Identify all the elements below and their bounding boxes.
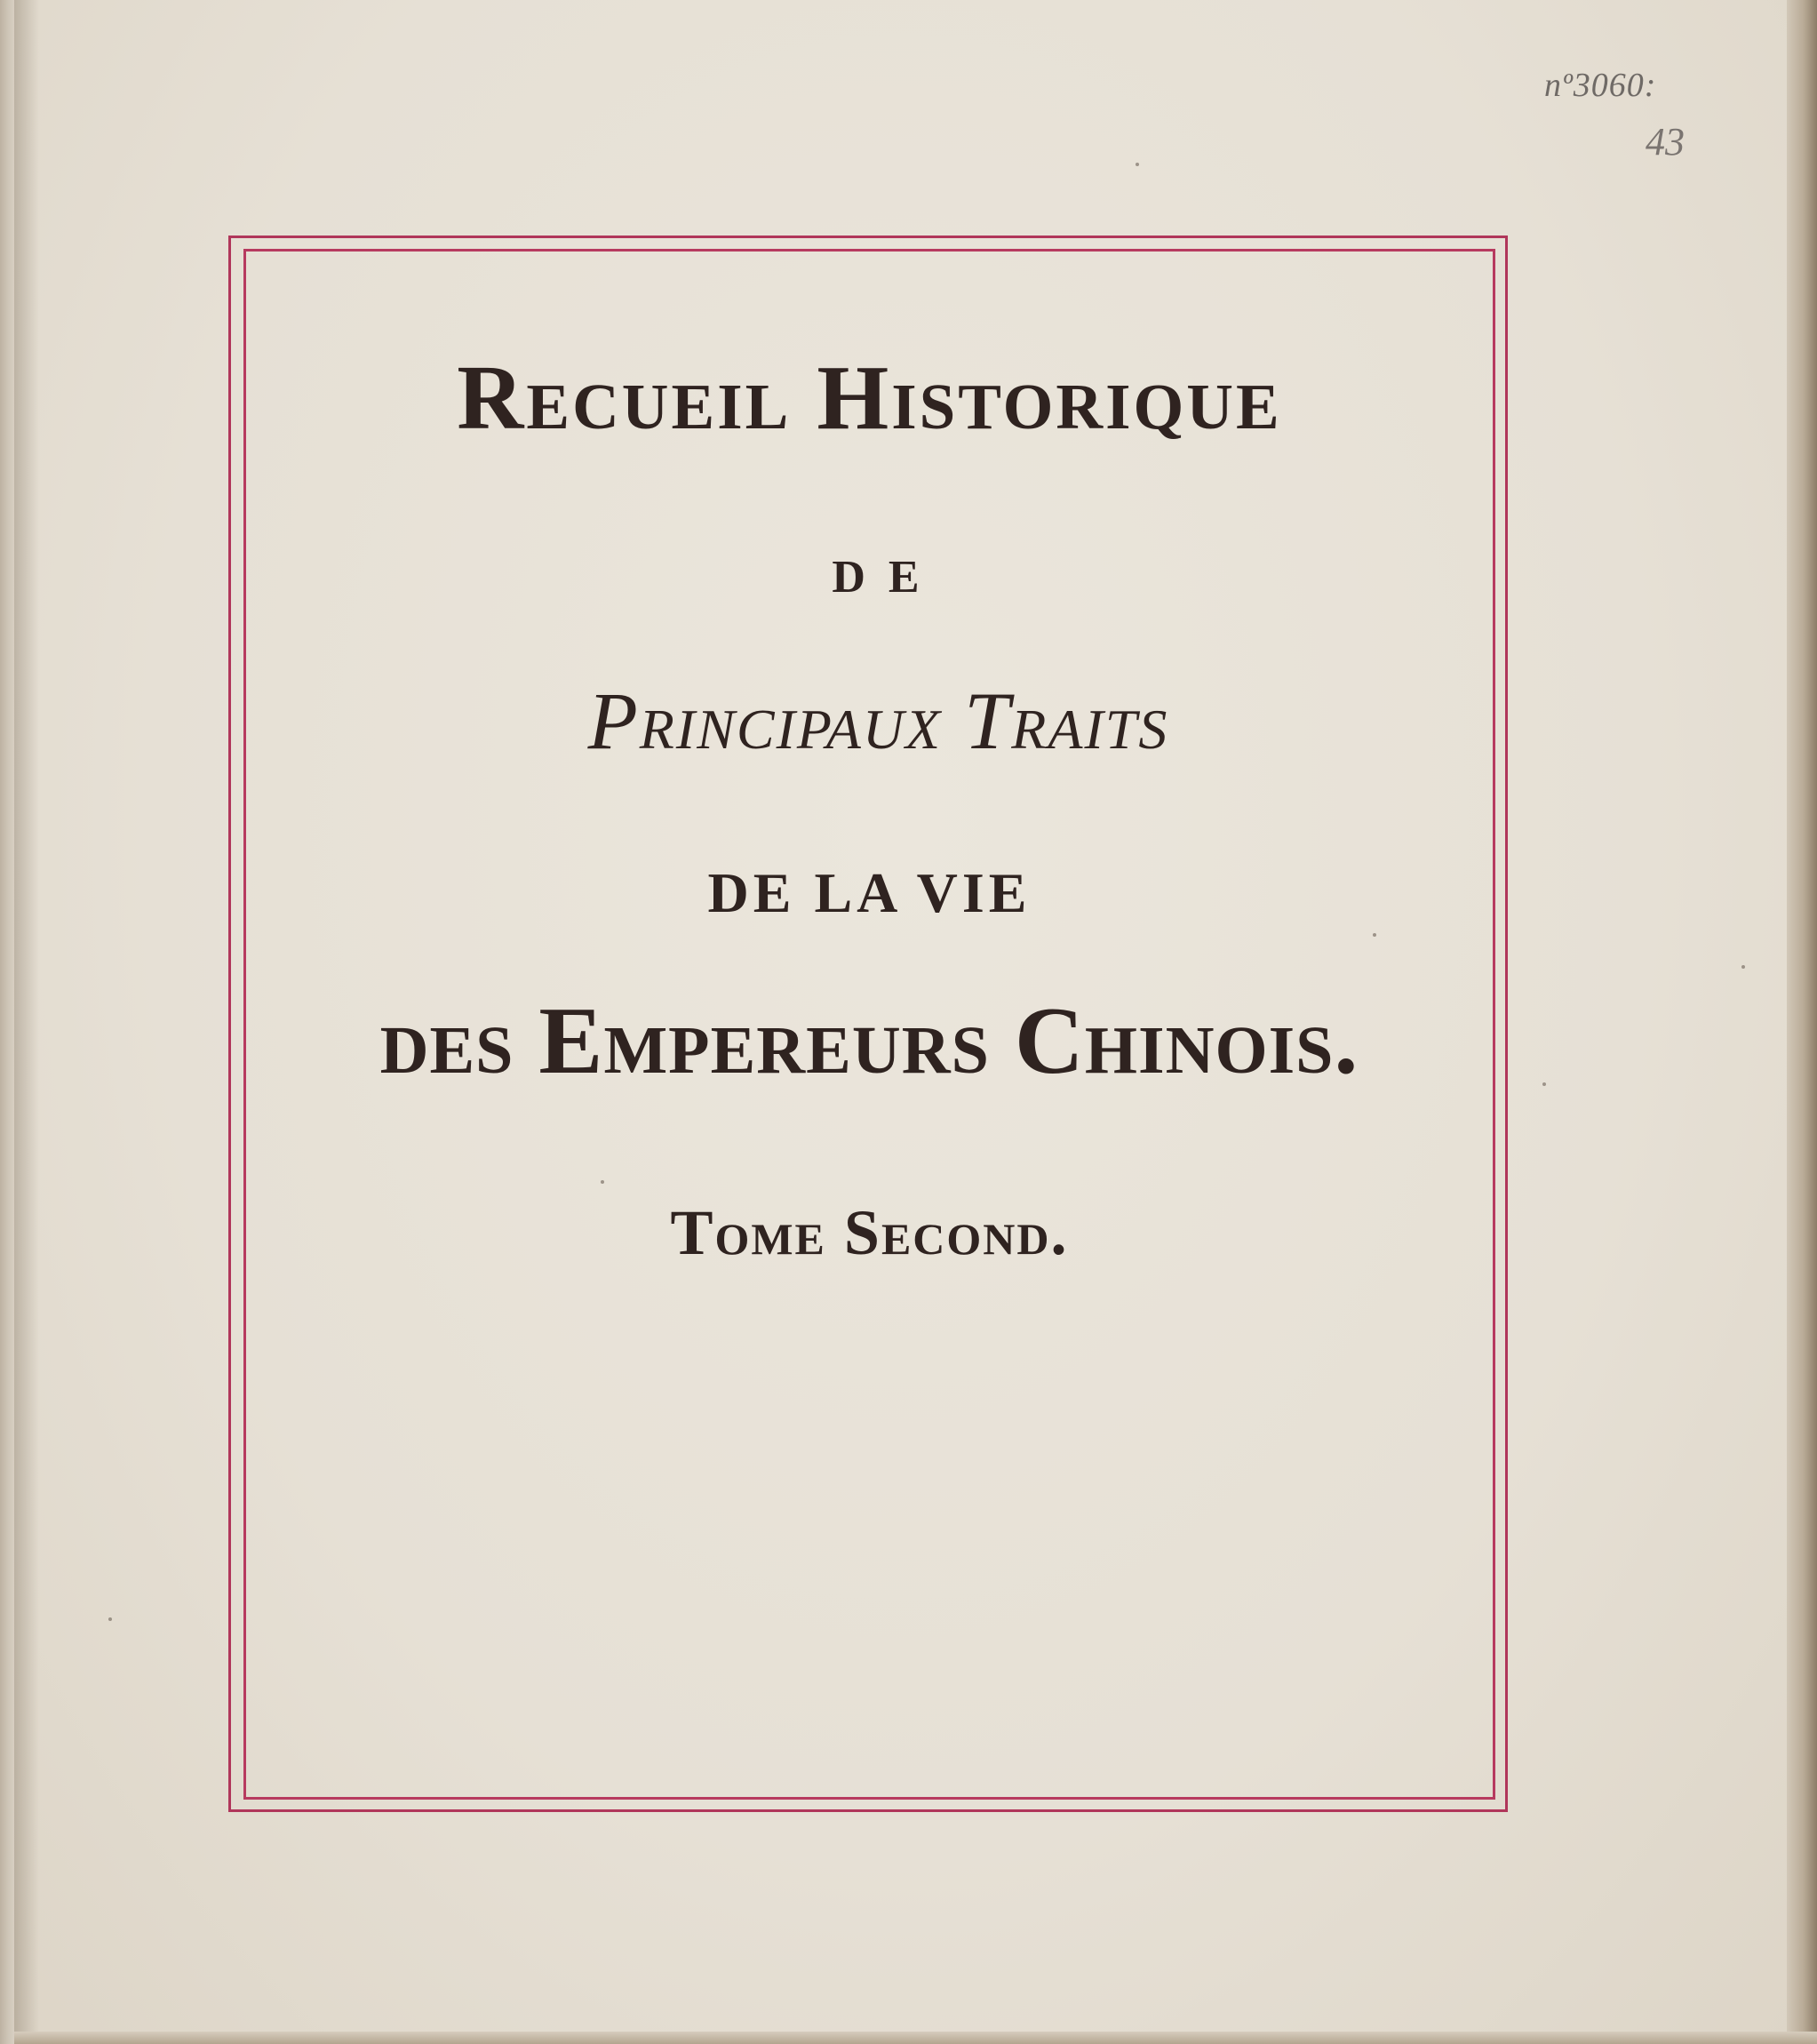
title-line-principaux-traits: Principaux Traits	[587, 675, 1169, 766]
paper-speck	[108, 1617, 112, 1621]
shelfmark-annotation: nº3060:	[1544, 67, 1657, 104]
page-bottom-edge	[14, 2032, 1817, 2044]
gutter-shadow	[14, 0, 39, 2044]
title-line-de-la-vie: DE LA VIE	[707, 861, 1032, 924]
paper-speck	[1136, 163, 1139, 166]
title-line-recueil-historique: Recueil Historique	[457, 347, 1282, 449]
paper-speck	[601, 1180, 604, 1184]
title-line-empereurs-chinois: des Empereurs Chinois.	[379, 988, 1359, 1094]
title-line-tome-second: Tome Second.	[670, 1197, 1069, 1268]
paper-speck	[1373, 933, 1376, 937]
paper-speck	[1741, 965, 1745, 969]
title-line-de: DE	[832, 552, 943, 603]
folio-number: 43	[1646, 120, 1685, 164]
paper-speck	[1542, 1082, 1546, 1086]
page-fore-edge	[1787, 0, 1817, 2044]
adjacent-page-edge	[0, 0, 14, 2044]
